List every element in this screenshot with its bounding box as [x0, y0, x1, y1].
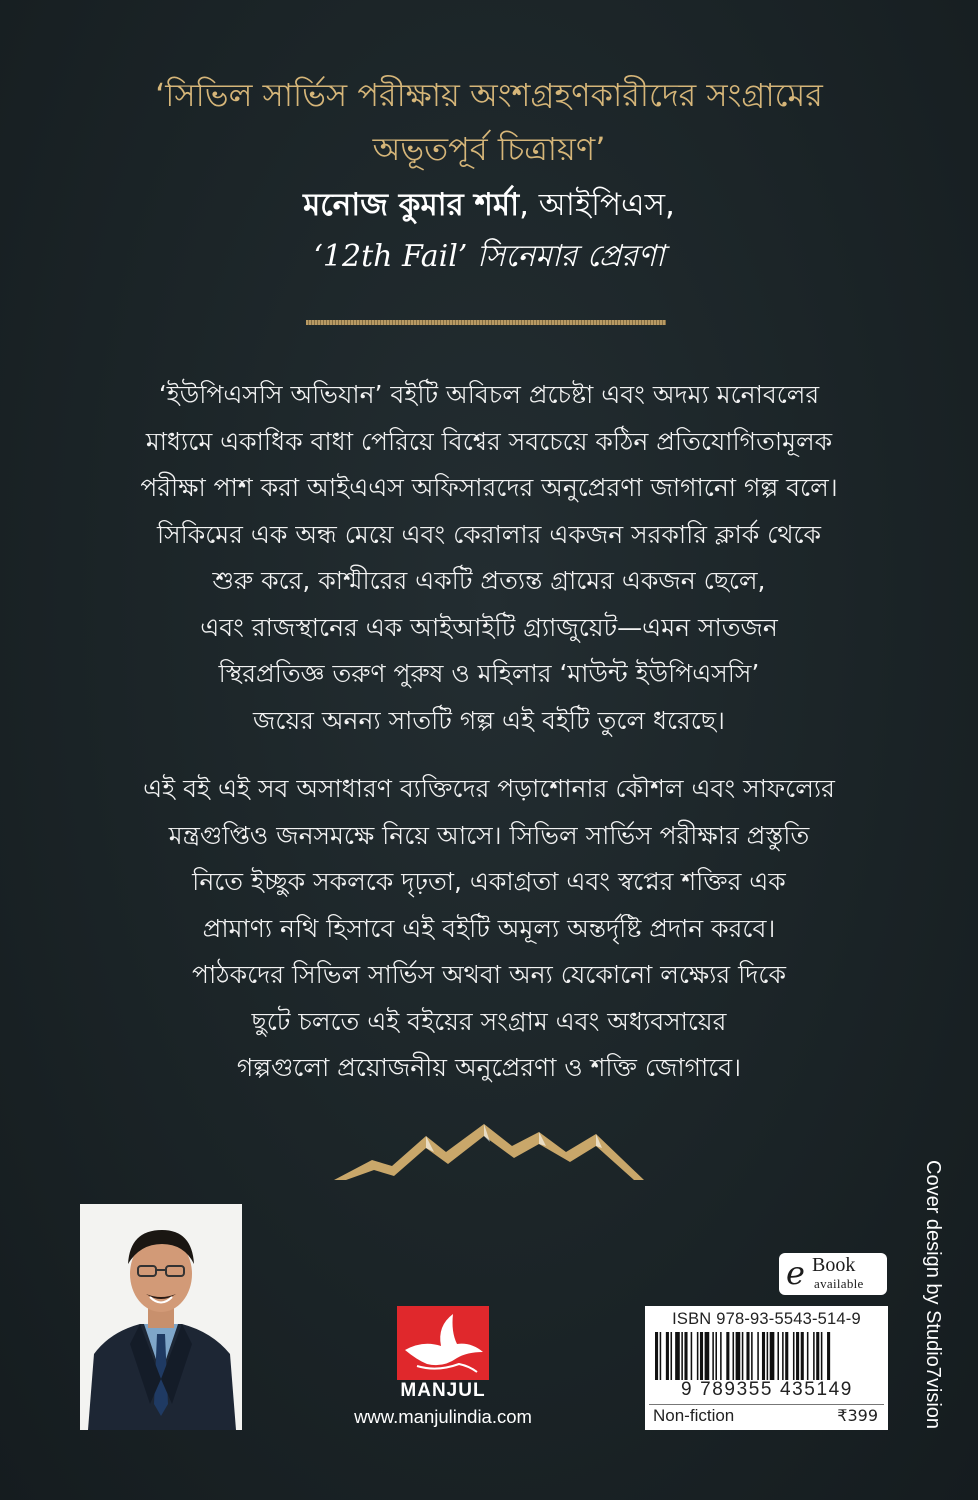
blurb-line: জয়ের অনন্য সাতটি গল্প এই বইটি তুলে ধরেছে। [253, 705, 725, 735]
blurb-line: এবং রাজস্থানের এক আইআইটি গ্র্যাজুয়েট—এমন সাতজন [200, 612, 778, 642]
endorser-name: মনোজ কুমার শর্মা [303, 187, 520, 223]
blurb-line: পরীক্ষা পাশ করা আইএএস অফিসারদের অনুপ্রেরণা জাগানো গল্প বলে। [140, 473, 838, 502]
bird-icon [397, 1306, 489, 1380]
ebook-available: available [814, 1276, 864, 1291]
ebook-badge [779, 1253, 887, 1295]
blurb-line: মাধ্যমে একাধিক বাধা পেরিয়ে বিশ্বের সবচেয়ে কঠিন প্রতিযোগিতামূলক [145, 426, 833, 456]
author-portrait [80, 1204, 242, 1430]
barcode-bars [655, 1332, 880, 1380]
mountain-range-icon [334, 1122, 644, 1184]
isbn-label: ISBN 978-93-5543-514-9 [672, 1310, 861, 1328]
ornamental-divider [306, 320, 666, 325]
cover-design-credit: Cover design by Studio7vision [922, 1160, 944, 1430]
blurb-line: এই বই এই সব অসাধারণ ব্যক্তিদের পড়াশোনার কৌশল এবং সাফল্যের [143, 774, 835, 803]
ebook-word: Book [812, 1254, 856, 1276]
blurb-line: ছুটে চলতে এই বইয়ের সংগ্রাম এবং অধ্যবসায়ের [251, 1006, 727, 1036]
blurb-line: প্রামাণ্য নথি হিসাবে এই বইটি অমূল্য অন্তর্দৃষ্টি প্রদান করবে। [202, 913, 776, 943]
blurb-paragraph-2 [70, 766, 908, 1092]
blurb-line: নিতে ইচ্ছুক সকলকে দৃঢ়তা, একাগ্রতা এবং স্বপ্নের শক্তির এক [192, 867, 786, 896]
barcode-divider [649, 1404, 884, 1405]
book-price: ₹399 [837, 1406, 878, 1425]
quote-line-1: ‘সিভিল সার্ভিস পরীক্ষায় অংশগ্রহণকারীদের সংগ্রামের [155, 76, 823, 114]
ebook-e-letter: e [786, 1254, 805, 1292]
blurb-line: মন্ত্রগুপ্তিও জনসমক্ষে নিয়ে আসে। সিভিল সার্ভিস পরীক্ষার প্রস্তুতি [168, 820, 810, 850]
author-photo [80, 1204, 242, 1430]
book-category: Non-fiction [653, 1406, 735, 1425]
endorsement-quote [60, 68, 918, 176]
blurb-line: গল্পগুলো প্রয়োজনীয় অনুপ্রেরণা ও শক্তি জোগাবে। [236, 1053, 742, 1082]
publisher-name: MANJUL [400, 1380, 486, 1401]
endorser-role: ‘12th Fail’ সিনেমার প্রেরণা [313, 239, 665, 274]
publisher-logo [397, 1306, 489, 1380]
blurb-paragraph-1 [70, 372, 908, 744]
barcode-panel [645, 1306, 888, 1430]
quote-line-2: অভূতপূর্ব চিত্রায়ণ’ [372, 130, 606, 168]
blurb-line: শুরু করে, কাশ্মীরের একটি প্রত্যন্ত গ্রামের একজন ছেলে, [212, 566, 766, 595]
ean-number: 9 789355 435149 [681, 1379, 853, 1400]
endorser-name-line [60, 182, 918, 228]
blurb-line: ‘ইউপিএসসি অভিযান’ বইটি অবিচল প্রচেষ্টা এবং অদম্য মনোবলের [158, 380, 820, 409]
blurb-line: সিকিমের এক অন্ধ মেয়ে এবং কেরালার একজন সরকারি ক্লার্ক থেকে [156, 519, 822, 549]
blurb-line: স্থিরপ্রতিজ্ঞ তরুণ পুরুষ ও মহিলার ‘মাউন্ট ইউপিএসসি’ [218, 659, 760, 688]
blurb-line: পাঠকদের সিভিল সার্ভিস অথবা অন্য যেকোনো লক্ষ্যের দিকে [192, 960, 786, 989]
endorser-title: , আইপিএস, [519, 187, 675, 223]
publisher-website: www.manjulindia.com [354, 1406, 532, 1427]
